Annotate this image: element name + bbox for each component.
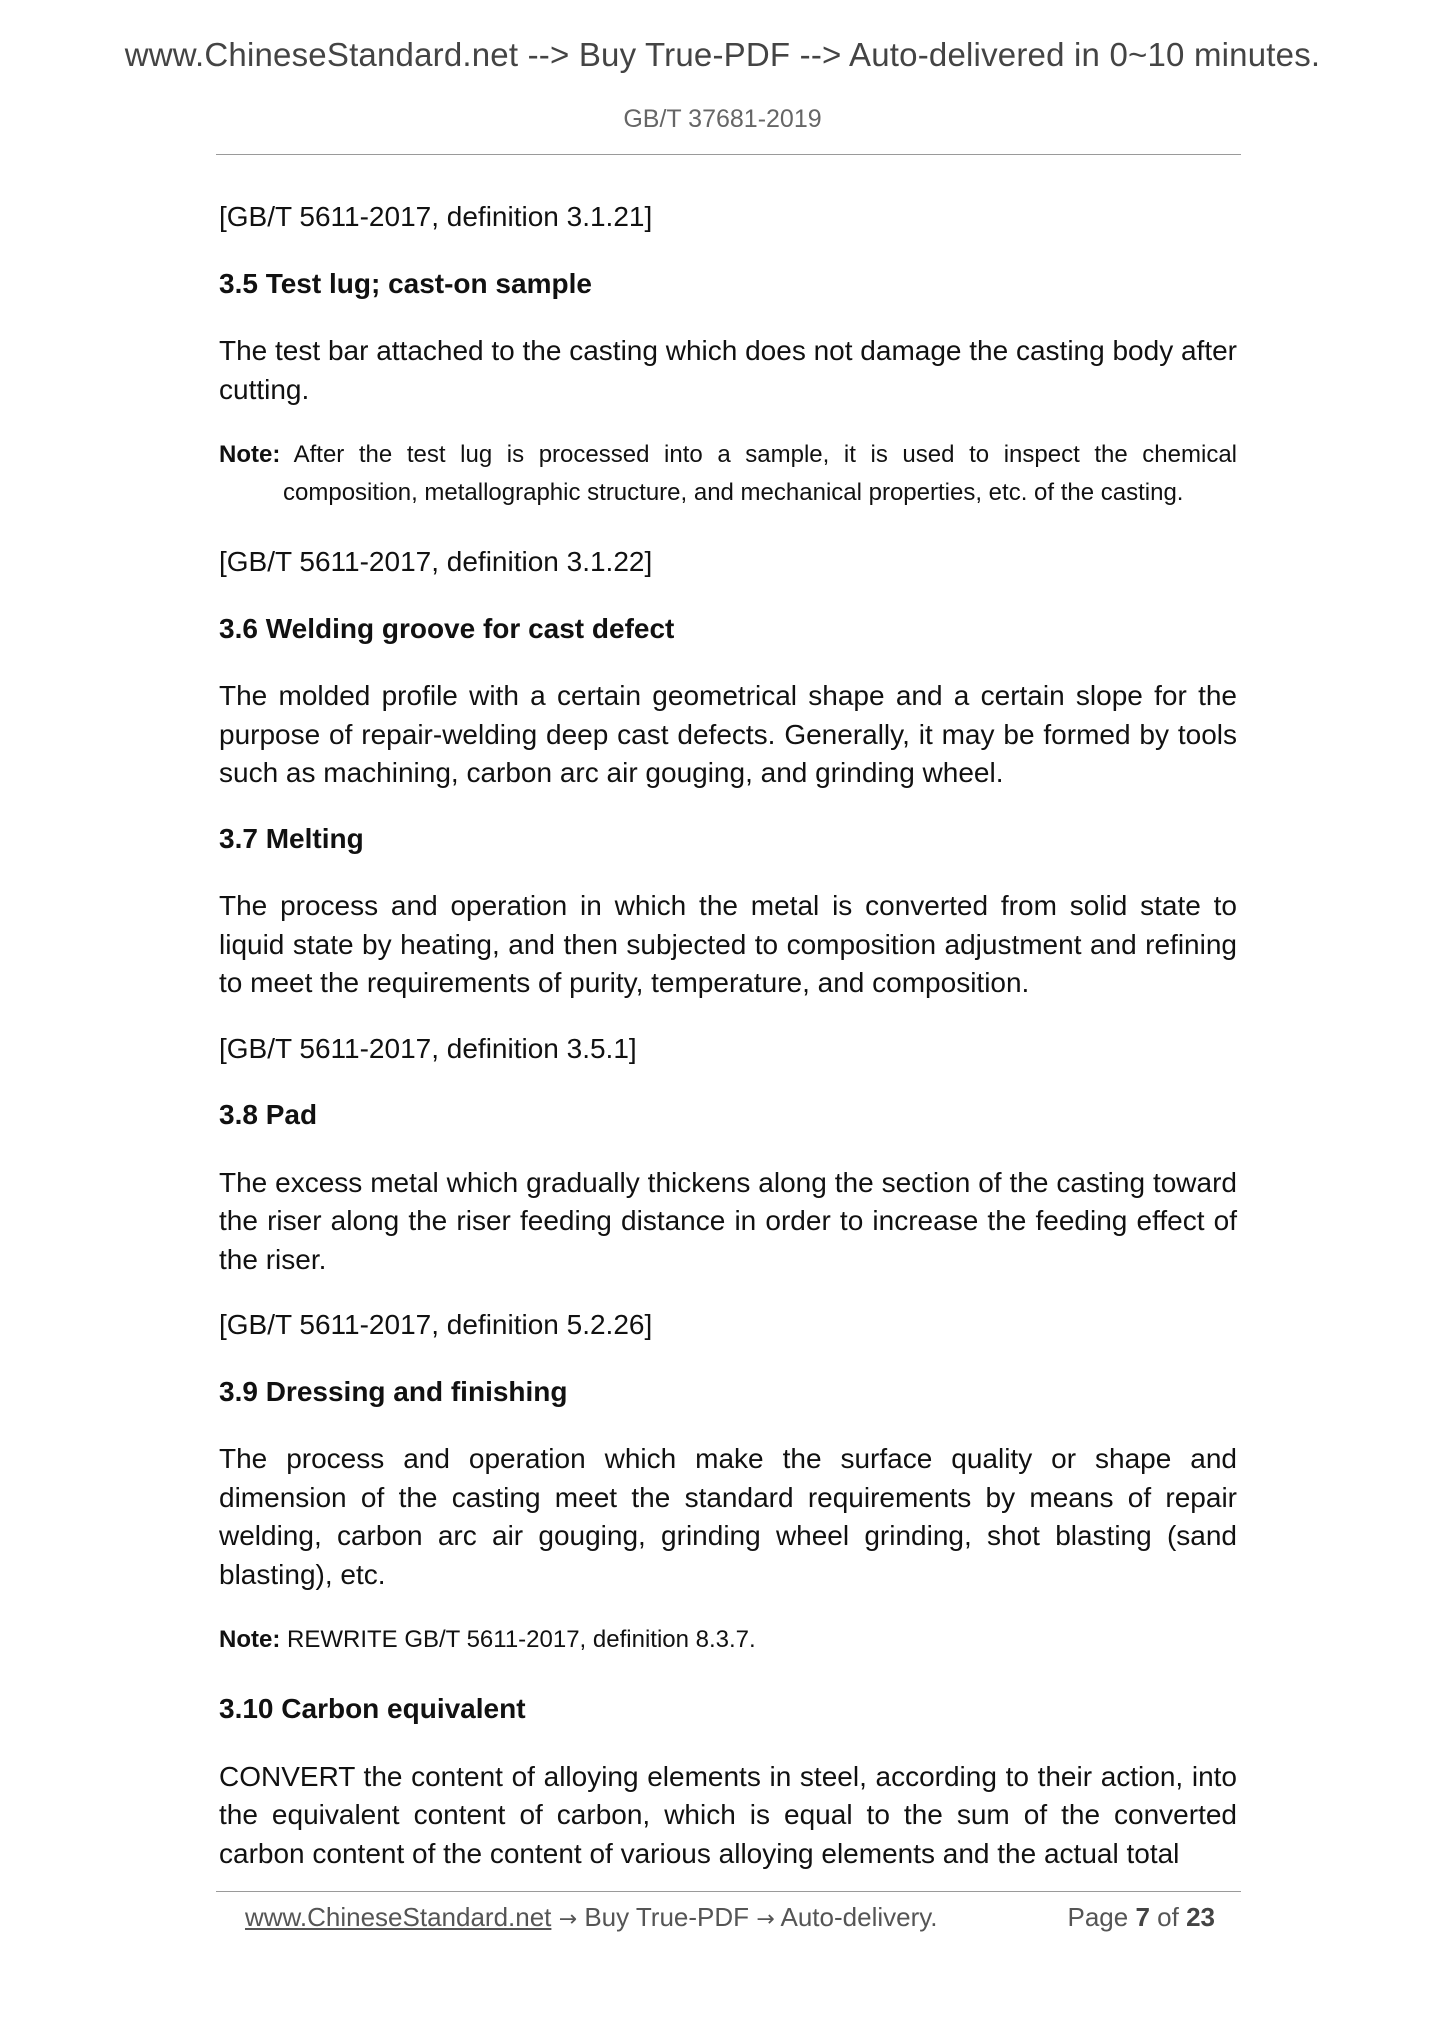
note-3-9 [219,1621,1237,1659]
footer-links [245,1897,938,1940]
page-footer [245,1897,1215,1937]
reference-3-7: [GB/T 5611-2017, definition 3.5.1] [219,1032,637,1064]
arrow-right-icon: → [756,1907,775,1932]
page-total: 23 [1186,1902,1215,1932]
heading-3-10: 3.10 Carbon equivalent [219,1693,526,1724]
page-current: 7 [1135,1902,1150,1932]
heading-3-8: 3.8 Pad [219,1099,318,1130]
footer-divider [216,1891,1241,1892]
definition-3-7: The process and operation in which the metal is converted from solid state to liquid state by heating, and then subjected to composition adjustment and refining to meet the requirements of purity, temperature, and composition. [219,890,1237,998]
footer-auto-text: Auto-delivery. [780,1902,938,1932]
definition-3-6: The molded profile with a certain geometrical shape and a certain slope for the purpose of repair-welding deep cast defects. Generally, it may be formed by tools such as machining, carbon arc air gouging, and grinding wheel. [219,680,1237,788]
definition-3-8: The excess metal which gradually thickens along the section of the casting toward the riser along the riser feeding distance in order to increase the feeding effect of the riser. [219,1166,1237,1275]
definition-3-9: The process and operation which make the surface quality or shape and dimension of the casting meet the standard requirements by means of repair welding, carbon arc air gouging, grinding wheel grinding, shot blasting (sand blasting), etc. [219,1443,1237,1590]
footer-buy-text: Buy True-PDF [584,1902,750,1932]
header-divider [216,154,1241,155]
note-label: Note: [219,1626,281,1653]
definition-3-5: The test bar attached to the casting which does not damage the casting body after cutting. [219,335,1237,405]
page-number [1067,1897,1215,1937]
site-banner[interactable]: www.ChineseStandard.net --> Buy True-PDF --> Auto-delivered in 0~10 minutes. [124,36,1321,73]
arrow-right-icon: → [558,1907,578,1932]
document-code-header: GB/T 37681-2019 [623,105,822,133]
reference-3-4: [GB/T 5611-2017, definition 3.1.21] [219,201,653,232]
of-label: of [1157,1902,1179,1932]
definition-3-10: CONVERT the content of alloying elements in steel, according to their action, into the equivalent content of carbon, which is equal to the sum of the converted carbon content of the content of various alloying elements and the actual total [219,1760,1237,1869]
reference-3-5: [GB/T 5611-2017, definition 3.1.22] [219,546,653,577]
note-text-line-1: After the test lug is processed into a sample, it is used to inspect the chemical [293,441,1237,468]
note-label: Note: [219,441,281,468]
heading-3-7: 3.7 Melting [219,822,364,854]
heading-3-9: 3.9 Dressing and finishing [219,1375,568,1407]
heading-3-5: 3.5 Test lug; cast-on sample [219,267,592,299]
page-label: Page [1067,1902,1129,1932]
heading-3-6: 3.6 Welding groove for cast defect [219,612,675,644]
note-3-5 [219,436,1237,512]
footer-site-link[interactable]: www.ChineseStandard.net [245,1902,552,1932]
note-text-line-2: composition, metallographic structure, and mechanical properties, etc. of the casting. [283,479,1184,506]
document-body [219,198,1237,1873]
reference-3-8: [GB/T 5611-2017, definition 5.2.26] [219,1309,653,1340]
note-text: REWRITE GB/T 5611-2017, definition 8.3.7. [287,1626,756,1653]
